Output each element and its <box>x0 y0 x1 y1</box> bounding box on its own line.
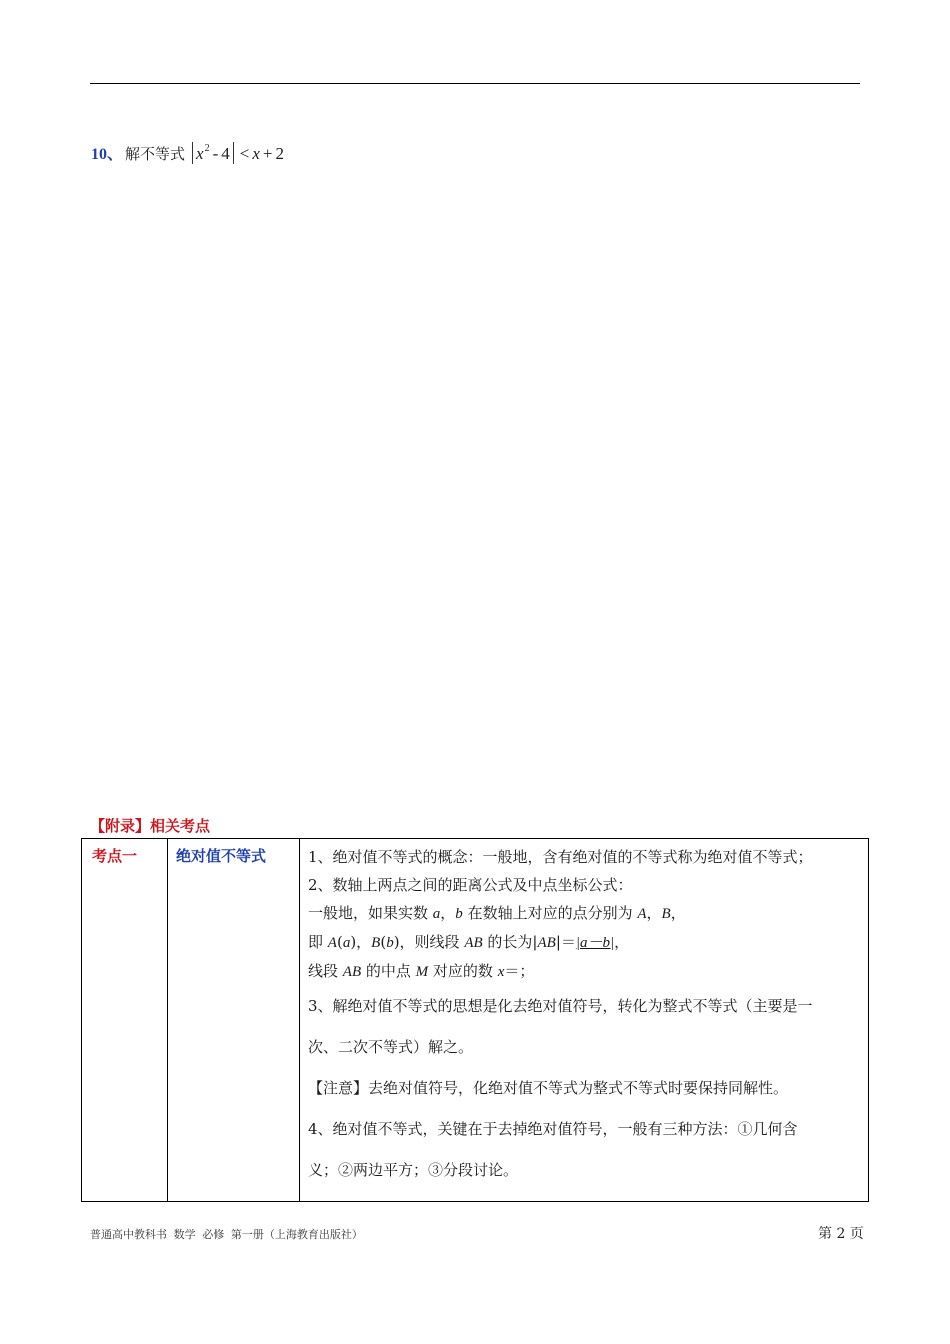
table-row <box>82 839 869 1202</box>
math-var: B <box>371 935 381 951</box>
math-var: AB <box>537 935 556 951</box>
question-separator: 、 <box>107 146 124 163</box>
content-line-5 <box>308 957 860 986</box>
math-var: b <box>455 906 463 922</box>
math-var: M <box>415 964 429 980</box>
math-var: x <box>497 964 505 980</box>
inequality-formula <box>189 144 284 163</box>
question-number: 10 <box>91 146 107 163</box>
text-run: ( <box>380 933 387 951</box>
math-var: A <box>327 935 337 951</box>
math-var: B <box>661 906 671 922</box>
text-run: ＝； <box>504 962 535 980</box>
text-run: 对应的数 <box>428 962 498 980</box>
content-line-4 <box>308 928 860 957</box>
content-line-8: 【注意】去绝对值符号，化绝对值不等式为整式不等式时要保持同解性。 <box>308 1079 789 1097</box>
abs-bar-right <box>233 142 234 164</box>
formula-rhs-var: x <box>252 144 260 163</box>
text-run: 的中点 <box>361 962 416 980</box>
content-line-1: 1、绝对值不等式的概念：一般地，含有绝对值的不等式称为绝对值不等式； <box>308 848 813 866</box>
text-run: )， <box>350 933 372 951</box>
content-line-7: 次、二次不等式）解之。 <box>308 1038 474 1056</box>
content-line-3 <box>308 899 860 928</box>
question-text: 解不等式 <box>125 145 186 163</box>
text-run: 一般地，如果实数 <box>308 904 433 922</box>
content-line-9: 4、绝对值不等式，关键在于去掉绝对值符号，一般有三种方法：①几何含 <box>308 1120 798 1138</box>
text-run: ， <box>614 933 630 951</box>
text-run: ， <box>440 904 456 922</box>
header-rule <box>90 83 860 84</box>
abs-bar-left <box>192 142 193 164</box>
math-var: b <box>386 935 394 951</box>
math-var: AB <box>342 964 362 980</box>
content-line-10: 义；②两边平方；③分段讨论。 <box>308 1161 519 1179</box>
text-run: 即 <box>308 933 328 951</box>
formula-two: 2 <box>275 144 284 163</box>
formula-var: x <box>196 144 204 163</box>
point-label: 考点一 <box>92 847 138 865</box>
formula-exponent: 2 <box>204 143 210 154</box>
content-line-6: 3、解绝对值不等式的思想是化去绝对值符号，转化为整式不等式（主要是一 <box>308 997 813 1015</box>
text-run: ， <box>646 904 662 922</box>
text-run: 在数轴上对应的点分别为 <box>462 904 638 922</box>
text-run: )，则线段 <box>393 933 465 951</box>
math-var: A <box>637 906 647 922</box>
text-run: 线段 <box>308 962 343 980</box>
footer-book-title: 普通高中教科书 数学 必修 第一册（上海教育出版社） <box>90 1228 363 1241</box>
content-line-2: 2、数轴上两点之间的距离公式及中点坐标公式： <box>308 876 633 894</box>
appendix-heading: 【附录】相关考点 <box>90 817 211 835</box>
math-var: a <box>342 935 351 951</box>
question-10 <box>91 138 284 166</box>
text-run: ( <box>336 933 343 951</box>
point-label-cell <box>82 839 168 1202</box>
formula-four: 4 <box>221 144 230 163</box>
text-run: 的长为| <box>482 933 538 951</box>
formula-lt: < <box>239 144 250 163</box>
footer-page-number: 第 2 页 <box>818 1226 864 1242</box>
text-run: ， <box>670 904 686 922</box>
math-var: a <box>432 906 441 922</box>
formula-minus: - <box>212 144 219 163</box>
formula-plus: + <box>262 144 273 163</box>
key-points-table <box>81 838 869 1202</box>
math-var: AB <box>464 935 483 951</box>
point-content-cell <box>300 839 869 1202</box>
text-run: |＝ <box>555 933 576 951</box>
point-topic: 绝对值不等式 <box>176 847 267 865</box>
point-topic-cell <box>168 839 300 1202</box>
underlined-answer: |a－b| <box>575 935 615 951</box>
